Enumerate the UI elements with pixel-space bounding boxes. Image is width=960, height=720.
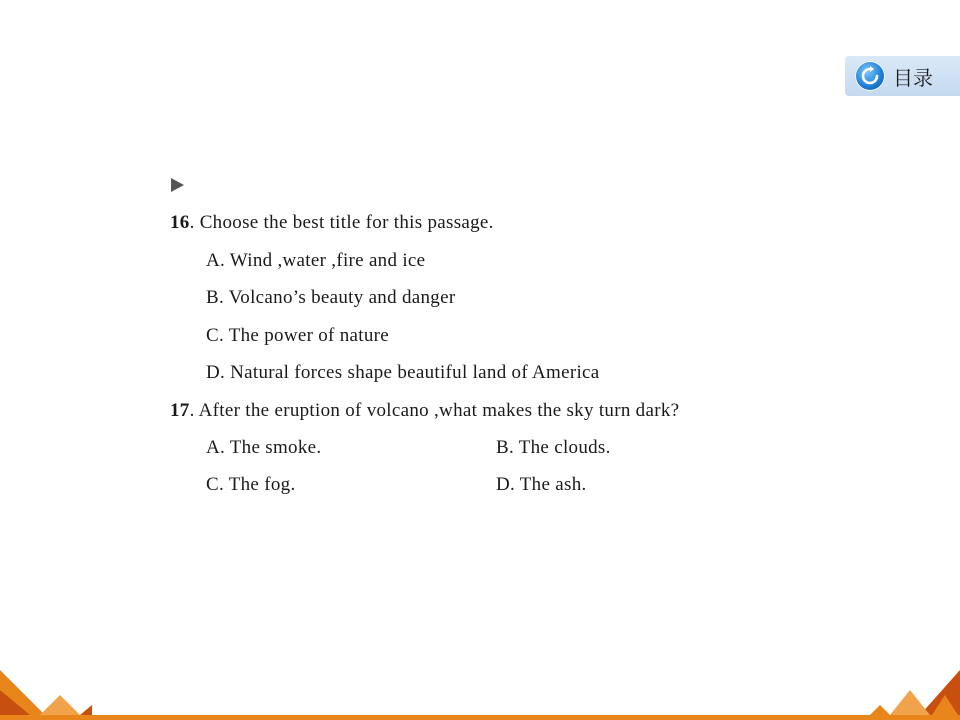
option-16-d: D. Natural forces shape beautiful land of America	[206, 362, 600, 383]
question-number: 17	[170, 400, 190, 421]
option-16-a: A. Wind ,water ,fire and ice	[206, 250, 426, 271]
question-number: 16	[170, 212, 190, 233]
question-text: . After the eruption of volcano ,what makes the sky turn dark?	[189, 400, 680, 421]
toc-label: 目录	[893, 65, 933, 90]
play-icon[interactable]	[171, 178, 184, 192]
bottom-right-decoration	[860, 660, 960, 720]
question-text: . Choose the best title for this passage.	[189, 212, 494, 233]
question-16	[170, 212, 494, 234]
option-17-d: D. The ash.	[496, 474, 587, 495]
question-17	[170, 400, 679, 422]
bottom-left-decoration	[0, 660, 100, 720]
option-16-c: C. The power of nature	[206, 325, 389, 346]
refresh-circle-icon	[855, 61, 885, 91]
option-17-b: B. The clouds.	[496, 437, 611, 458]
bottom-border	[0, 715, 960, 720]
option-16-b: B. Volcano’s beauty and danger	[206, 287, 456, 308]
toc-button[interactable]	[845, 56, 960, 96]
option-17-c: C. The fog.	[206, 474, 296, 495]
option-17-a: A. The smoke.	[206, 437, 322, 458]
